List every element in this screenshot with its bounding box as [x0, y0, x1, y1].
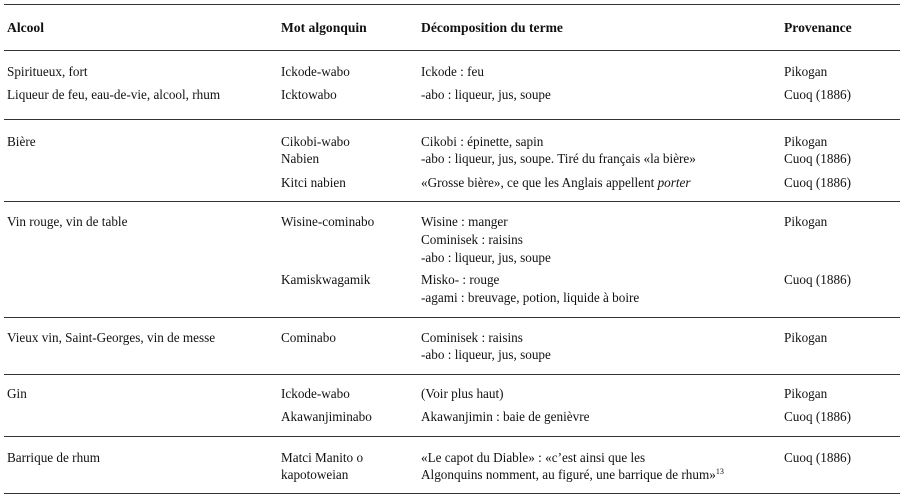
mot-cell: Nabien	[281, 151, 320, 166]
decomposition-cell: -abo : liqueur, jus, soupe	[421, 347, 551, 362]
mot-cell: Akawanjiminabo	[281, 409, 372, 424]
decomposition-cell: -abo : liqueur, jus, soupe	[421, 87, 551, 102]
decomposition-cell: Akawanjimin : baie de genièvre	[421, 409, 590, 424]
decomposition-cell: (Voir plus haut)	[421, 386, 504, 401]
alcool-cell: Bière	[7, 134, 36, 149]
italic-term: porter	[657, 175, 691, 190]
provenance-cell: Pikogan	[784, 386, 828, 401]
alcool-cell: Vieux vin, Saint-Georges, vin de messe	[7, 330, 216, 345]
column-header-decomposition: Décomposition du terme	[421, 20, 563, 35]
provenance-cell: Cuoq (1886)	[784, 87, 852, 102]
alcool-cell: Vin rouge, vin de table	[7, 214, 128, 229]
column-header-mot: Mot algonquin	[281, 20, 367, 35]
decomposition-cell: Cikobi : épinette, sapin	[421, 134, 544, 149]
decomposition-cell: Wisine : manger	[421, 214, 508, 229]
provenance-cell: Cuoq (1886)	[784, 450, 852, 465]
decomposition-cell: Cominisek : raisins	[421, 232, 523, 247]
mot-cell: Cikobi-wabo	[281, 134, 350, 149]
decomposition-cell	[421, 467, 724, 483]
provenance-cell: Cuoq (1886)	[784, 175, 852, 190]
alcool-cell: Gin	[7, 386, 27, 401]
decomposition-cell: -agami : breuvage, potion, liquide à boire	[421, 290, 640, 305]
decomposition-cell: «Le capot du Diable» : «c’est ainsi que les	[421, 450, 646, 465]
footnote-marker[interactable]: 13	[715, 467, 724, 476]
row-divider	[4, 119, 900, 120]
provenance-cell: Pikogan	[784, 214, 828, 229]
mot-cell: Kitci nabien	[281, 175, 346, 190]
decomposition-cell: -abo : liqueur, jus, soupe	[421, 250, 551, 265]
row-divider	[4, 374, 900, 375]
provenance-cell: Pikogan	[784, 134, 828, 149]
alcool-cell: Barrique de rhum	[7, 450, 101, 465]
provenance-cell: Cuoq (1886)	[784, 151, 852, 166]
decomposition-cell	[421, 175, 691, 191]
row-divider	[4, 317, 900, 318]
mot-cell: Matci Manito o	[281, 450, 364, 465]
row-divider	[4, 201, 900, 202]
alcool-cell: Spiritueux, fort	[7, 64, 88, 79]
mot-cell: Icktowabo	[281, 87, 337, 102]
decomposition-cell: Cominisek : raisins	[421, 330, 523, 345]
column-header-provenance: Provenance	[784, 20, 852, 35]
decomposition-cell: Ickode : feu	[421, 64, 484, 79]
mot-cell: Wisine-cominabo	[281, 214, 375, 229]
mot-cell: Cominabo	[281, 330, 336, 345]
mot-cell: kapotoweian	[281, 467, 349, 482]
provenance-cell: Pikogan	[784, 64, 828, 79]
table-top-rule	[4, 4, 900, 5]
table-bottom-rule	[4, 493, 900, 494]
mot-cell: Ickode-wabo	[281, 386, 350, 401]
decomposition-cell: -abo : liqueur, jus, soupe. Tiré du français «la bière»	[421, 151, 696, 166]
provenance-cell: Cuoq (1886)	[784, 272, 852, 287]
row-divider	[4, 436, 900, 437]
decomposition-cell: Misko- : rouge	[421, 272, 500, 287]
mot-cell: Ickode-wabo	[281, 64, 350, 79]
decomposition-text: «Grosse bière», ce que les Anglais appellent	[421, 175, 658, 190]
header-rule	[4, 50, 900, 51]
provenance-cell: Cuoq (1886)	[784, 409, 852, 424]
column-header-alcool: Alcool	[7, 20, 44, 35]
alcool-cell: Liqueur de feu, eau-de-vie, alcool, rhum	[7, 87, 221, 102]
mot-cell: Kamiskwagamik	[281, 272, 371, 287]
provenance-cell: Pikogan	[784, 330, 828, 345]
decomposition-text: Algonquins nomment, au figuré, une barrique de rhum»	[421, 467, 716, 482]
